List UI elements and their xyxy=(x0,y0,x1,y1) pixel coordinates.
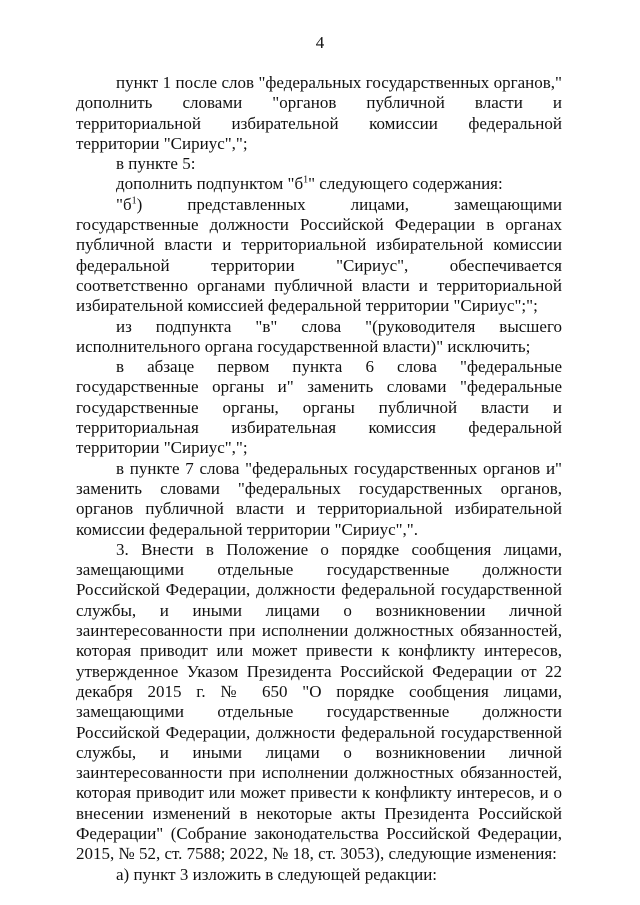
document-body xyxy=(76,73,562,885)
paragraph-6: в абзаце первом пункта 6 слова "федеральные государственные органы и" заменить словами "федеральные государственные органы, органы публичной власти и территориальная избирательная комиссия федеральной территории "Сириус","; xyxy=(76,357,562,458)
paragraph-7: в пункте 7 слова "федеральных государственных органов и" заменить словами "федеральных государственных органов, органов публичной власти и территориальной избирательной комиссии федеральной территории "Сириус",". xyxy=(76,458,562,539)
paragraph-5: из подпункта "в" слова "(руководителя высшего исполнительного органа государственной власти)" исключить; xyxy=(76,316,562,356)
paragraph-3: дополнить подпунктом "$б^1$" следующего содержания: xyxy=(116,174,503,194)
page-number: 4 xyxy=(315,33,325,52)
paragraph-1: пункт 1 после слов "федеральных государственных органов," дополнить словами "органов публичной власти и территориальной избирательной комиссии федеральной территории "Сириус","; xyxy=(76,73,562,153)
paragraph-9: а) пункт 3 изложить в следующей редакции: xyxy=(116,864,438,884)
paragraph-4: "$б^1$) представленных лицами, замещающими государственные должности Российской Федерации в органах публичной власти и территориальной избирательной комиссии федеральной территории "Сириус", обеспечивается соответственно органами публичной власти и территориальной избирательной комиссией федеральной территории "Сириус";"; xyxy=(76,194,562,316)
paragraph-2: в пункте 5: xyxy=(116,154,196,174)
paragraph-8: 3. Внести в Положение о порядке сообщения лицами, замещающими отдельные государственные должности Российской Федерации, должности федеральной государственной службы, и иными лицами о возникновении личной заинтересованности при исполнении должностных обязанностей, которая приводит или может привести к конфликту интересов, утвержденное Указом Президента Российской Федерации от 22 декабря 2015 г. № 650 "О порядке сообщения лицами, замещающими отдельные государственные должности Российской Федерации, должности федеральной государственной службы, и иными лицами о возникновении личной заинтересованности при исполнении должностных обязанностей, которая приводит или может привести к конфликту интересов, и о внесении изменений в некоторые акты Президента Российской Федерации" (Собрание законодательства Российской Федерации, 2015, № 52, ст. 7588; 2022, № 18, ст. 3053), следующие изменения: xyxy=(76,539,562,864)
